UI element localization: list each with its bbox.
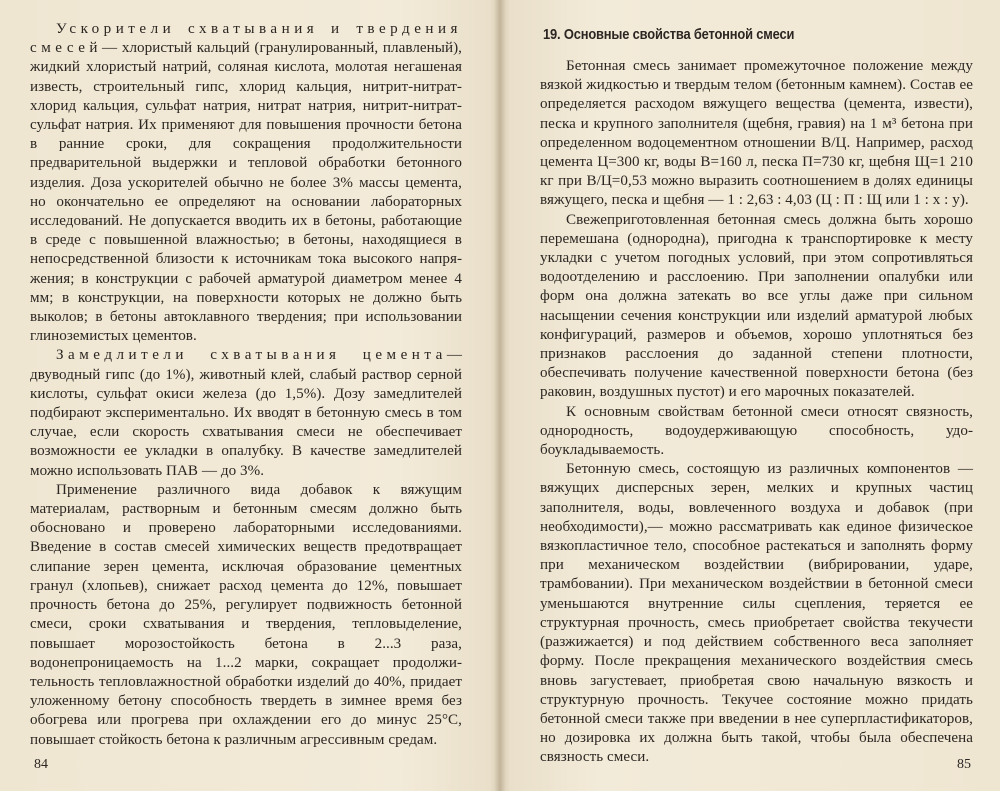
paragraph: Бетонную смесь, состоящую из различных компонентов — вяжущих дисперсных зерен, мелких и крупных частиц заполнителя, воды, вовлеченного воздуха и добавок (при необходимости),— можно рассматривать как единое физическое вязкопластичное тело, способное растекаться и заполнять форму при механическом воздействии (вибрировании, ударе, трамбовании). При механическом воздействии в бетонной смеси уменьшаются внутренние силы сцепления, теряется ее структурная прочность, смесь приобретает свойства текучести (разжижается) и под действием собственного веса заполняет форму. После прекращения механического воздействия смесь вновь загустевает, приобретая свою начальную вязкость и структурную прочность. Текучее состояние можно придать бетонной смеси также при введении в нее суперпластификаторов, но дозировка их должна быть такой, чтобы была обеспечена связность смеси. bbox=[540, 461, 973, 766]
paragraph-retarders bbox=[30, 346, 462, 480]
paragraph-text: — двуводный гипс (до 1%), животный клей, слабый раствор серной кислоты, сульфат окиси железа (до 1,5%). Дозу замедлителей подбирают экспериментально. Их вводят в бетонную смесь в том случае, если скорость схватывания смеси не обеспечивает возможности ее укладки в опалубку. В качестве замедлителей можно использовать ПАВ — до 3%. bbox=[30, 347, 462, 479]
paragraph: К основным свойствам бетонной смеси относят связность, однородность, водоудерживающую способность, удобоукладываемость. bbox=[540, 403, 973, 459]
term-retarders: Замедлители схватывания цемента bbox=[56, 347, 447, 364]
paragraph-text: Применение различного вида добавок к вяжущим материалам, растворным и бетонным смесям должно быть обосновано и проверено лабораторными исследованиями. Введение в состав смесей химических веществ предотвращает слипание зерен цемента, исключая образование цементных гранул (хлопьев), снижает расход цемента до 12%, повышает прочность бетона до 25%, регулирует подвижность бетонной смеси, сроки схватывания и твердения, тепловыделение, повышает морозостойкость бетона в 2...3 раза, водонепроницаемость на 1...2 марки, сокращает продолжительность тепловлажностной обработки изделий до 40%, придает уложенному бетону способность твердеть в зимнее время без обогрева или прогрева при охлаждении его до минус 25°С, повышает стойкость бетона к различным агрессивным средам. bbox=[30, 481, 462, 748]
paragraph: Свежеприготовленная бетонная смесь должна быть хорошо перемешана (однородна), пригодна к транспортировке к месту укладки с учетом погодных условий, при этом сопротивляться водоотделению и расслоению. При заполнении опалубки или форм она должна затекать во все углы даже при сильном насыщении сечения конструкции или изделий арматурой любых конфигураций, размеров и объемов, хорошо уплотняться без признаков расслоения до заданной степени плотности, обеспечивать получение качественной поверхности бетона (без раковин, воздушных пустот) и его марочных показателей. bbox=[540, 211, 973, 401]
paragraph-text: — хлористый кальций (гранулированный, плавленый), жидкий хлористый натрий, соляная кислота, молотая негашеная известь, строительный гипс, хлорид кальция, нитрит-нитрат-хлорид кальция, сульфат натрия, нитрат натрия, нитрит-нитрат-сульфат натрия. Их применяют для повышения прочности бетона в ранние сроки, для сокращения продолжительности предварительной выдержки и тепловой обработки бетонного изделия. Доза ускорителей обычно не более 3% массы цемента, но окончательно ее определяют на основании лабораторных исследований. Не допускается вводить их в бетоны, работающие в среде с повышенной влажностью; в бетоны, находящиеся в непосредственной близости к источникам тока высокого напряжения; в конструкции с рабочей арматурой диаметром менее 4 мм; в конструкции, на поверхности которых не должно быть выколов; в бетоны автоклавного твердения; при использовании глиноземистых цементов. bbox=[30, 40, 462, 345]
section-heading: 19. Основные свойства бетонной смеси bbox=[543, 26, 795, 43]
right-page bbox=[500, 0, 1000, 791]
left-page-text bbox=[30, 20, 462, 750]
right-page-text bbox=[540, 57, 973, 768]
page-number-left: 84 bbox=[34, 757, 48, 772]
paragraph-application bbox=[30, 481, 462, 750]
term-accelerators: Ускорители схватывания и твердения смесей bbox=[30, 21, 462, 57]
paragraph: Бетонная смесь занимает промежуточное положение между вязкой жидкостью и твердым телом (бетонным камнем). Состав ее определяется расходом вяжущего вещества (цемента, извести), песка и крупного заполнителя (щебня, гравия) на 1 м³ бетона при определенном водоцементном отношении В/Ц. Например, расход цемента Ц=300 кг, воды В=160 л, песка П=730 кг, щебня Щ=1 210 кг при В/Ц=0,53 можно выразить соотношением в долях единицы вяжущего, песка и щебня — 1 : 2,63 : 4,03 (Ц : П : Щ или 1 : х : у). bbox=[540, 58, 973, 209]
page-number-right: 85 bbox=[957, 757, 971, 772]
paragraph-accelerators bbox=[30, 20, 462, 346]
